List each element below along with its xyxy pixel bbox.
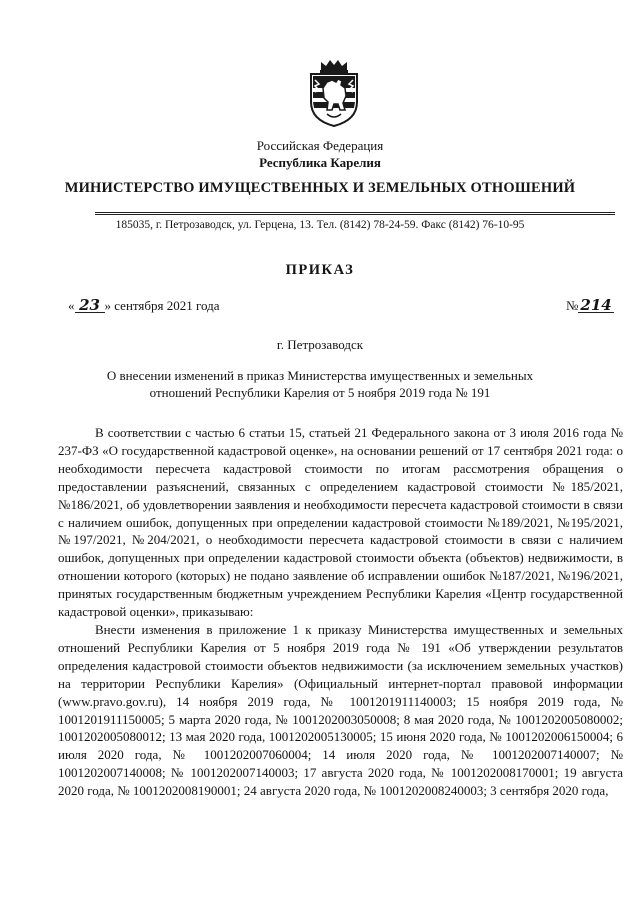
date-close-quote: » [104, 298, 111, 313]
order-date [68, 298, 220, 314]
ministry-name: МИНИСТЕРСТВО ИМУЩЕСТВЕННЫХ И ЗЕМЕЛЬНЫХ ОТНОШЕНИЙ [64, 180, 576, 196]
karelia-coat-of-arms-icon [305, 58, 363, 128]
date-open-quote: « [68, 298, 75, 313]
order-number [566, 298, 614, 314]
order-body [58, 424, 623, 800]
date-month-year: сентября 2021 года [114, 298, 220, 313]
document-type-title: ПРИКАЗ [285, 262, 355, 278]
number-sign: № [566, 298, 579, 313]
body-paragraph-directive: Внести изменения в приложение 1 к приказу Министерства имущественных и земельных отношений Республики Карелия от 5 ноября 2019 года № 191 «Об утверждении результатов определения кадастровой стоимости объектов недвижимости (за исключением земельных участков) на территории Республики Карелия» (Официальный интернет-портал правовой информации (www.pravo.gov.ru), 14 ноября 2019 года, № 1001201911140003; 15 ноября 2019 года, № 1001201911150005; 5 марта 2020 года, № 1001202003050008; 8 мая 2020 года, № 1001202005080002; 1001202005080012; 13 мая 2020 года, 1001202005130005; 15 июня 2020 года, № 1001202006150004; 6 июля 2020 года, № 1001202007060004; 14 июля 2020 года, № 1001202007140007; № 1001202007140008; № 1001202007140003; 17 августа 2020 года, № 1001202008170001; 19 августа 2020 года, № 1001202008190001; 24 августа 2020 года, № 1001202008240003; 3 сентября 2020 года, [58, 621, 623, 799]
date-day-handwritten: 23 [75, 298, 105, 313]
republic-name: Республика Карелия [259, 155, 381, 170]
city-name: г. Петрозаводск [276, 337, 364, 352]
country-name: Российская Федерация [256, 138, 384, 153]
body-paragraph-preamble: В соответствии с частью 6 статьи 15, статьей 21 Федерального закона от 3 июля 2016 года № 237-ФЗ «О государственной кадастровой оценке», на основании решений от 17 сентября 2021 года: о необходимости пересчета кадастровой стоимости по итогам рассмотрения обращения о предоставлении разъяснений, связанных с определением кадастровой стоимости №185/2021, №186/2021, об удовлетворении заявления и необходимости пересчета кадастровой стоимости в связи с наличием ошибок, допущенных при определении кадастровой стоимости №189/2021, №195/2021, №197/2021, №204/2021, о необходимости пересчета кадастровой стоимости в связи с наличием ошибок, допущенных при определении кадастровой стоимости объекта (объектов) недвижимости, в отношении которого (которых) не подано заявление об исправлении ошибок №187/2021, №196/2021, принятых государственным бюджетным учреждением Республики Карелия «Центр государственной кадастровой оценки», приказываю: [58, 425, 623, 620]
ministry-address: 185035, г. Петрозаводск, ул. Герцена, 13. Тел. (8142) 78-24-59. Факс (8142) 76-10-95 [115, 219, 525, 231]
order-number-handwritten: 214 [580, 296, 612, 314]
subject-line-1: О внесении изменений в приказ Министерства имущественных и земельных [106, 368, 534, 383]
order-subject [0, 368, 640, 401]
header-divider-bottom [95, 214, 615, 215]
header-divider-top [95, 212, 615, 213]
subject-line-2: отношений Республики Карелия от 5 ноября 2019 года № 191 [149, 384, 491, 400]
